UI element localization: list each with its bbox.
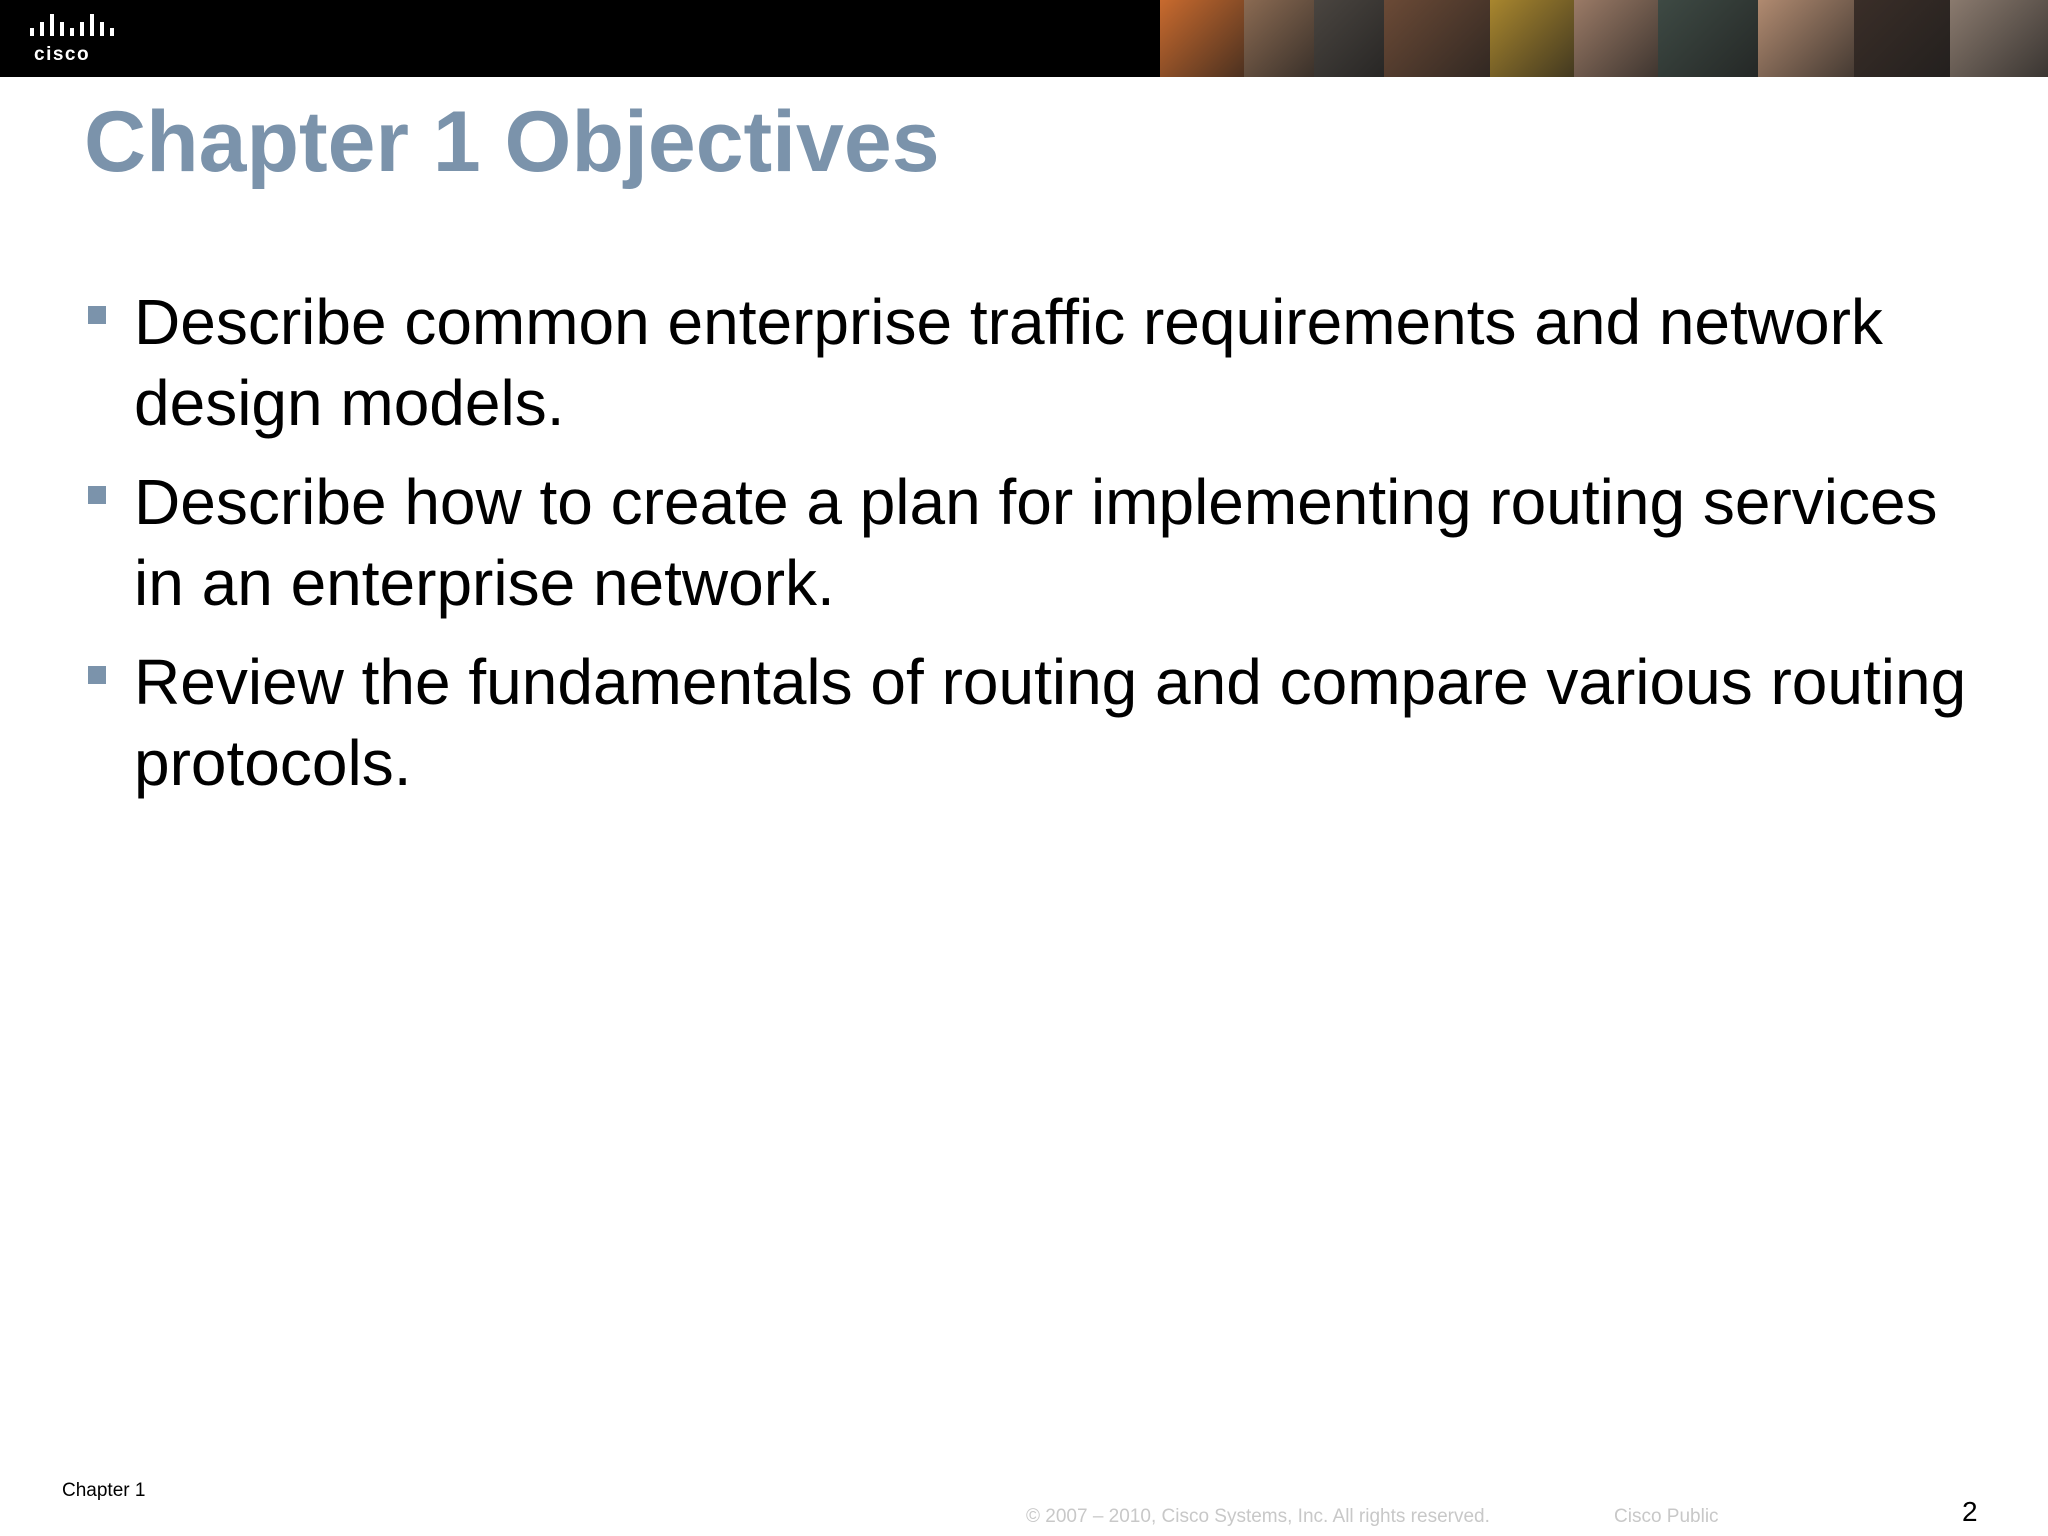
page-number: 2 — [1962, 1496, 1978, 1527]
square-bullet-icon — [88, 666, 106, 684]
photo-abstract-gold — [1490, 0, 1574, 77]
photo-strip — [1160, 0, 2048, 77]
bullet-item — [84, 462, 1984, 624]
bullet-list — [84, 282, 1984, 822]
photo-young-man — [1384, 0, 1490, 77]
slide-title: Chapter 1 Objectives — [84, 94, 940, 190]
cisco-bars-icon — [28, 12, 138, 42]
bullet-text: Review the fundamentals of routing and compare various routing protocols. — [134, 646, 1967, 799]
photo-man-thinking — [1314, 0, 1384, 77]
photo-woman-glasses — [1758, 0, 1854, 77]
square-bullet-icon — [88, 486, 106, 504]
photo-woman-smiling — [1244, 0, 1314, 77]
photo-woman-scarf — [1574, 0, 1658, 77]
bullet-text: Describe common enterprise traffic requirements and network design models. — [134, 286, 1883, 439]
bullet-item — [84, 642, 1984, 804]
footer-classification: Cisco Public — [1614, 1506, 1719, 1527]
photo-chalkboard — [1658, 0, 1758, 77]
header-bar — [0, 0, 2048, 77]
bullet-text: Describe how to create a plan for implementing routing services in an enterprise network. — [134, 466, 1938, 619]
photo-man-cap — [1950, 0, 2048, 77]
cisco-wordmark: cisco — [34, 44, 91, 65]
photo-abstract-orange — [1160, 0, 1244, 77]
cisco-logo — [28, 12, 138, 66]
footer-copyright: © 2007 – 2010, Cisco Systems, Inc. All rights reserved. — [1026, 1506, 1490, 1527]
square-bullet-icon — [88, 306, 106, 324]
bullet-item — [84, 282, 1984, 444]
photo-man-dark — [1854, 0, 1950, 77]
footer-chapter: Chapter 1 — [62, 1480, 146, 1501]
